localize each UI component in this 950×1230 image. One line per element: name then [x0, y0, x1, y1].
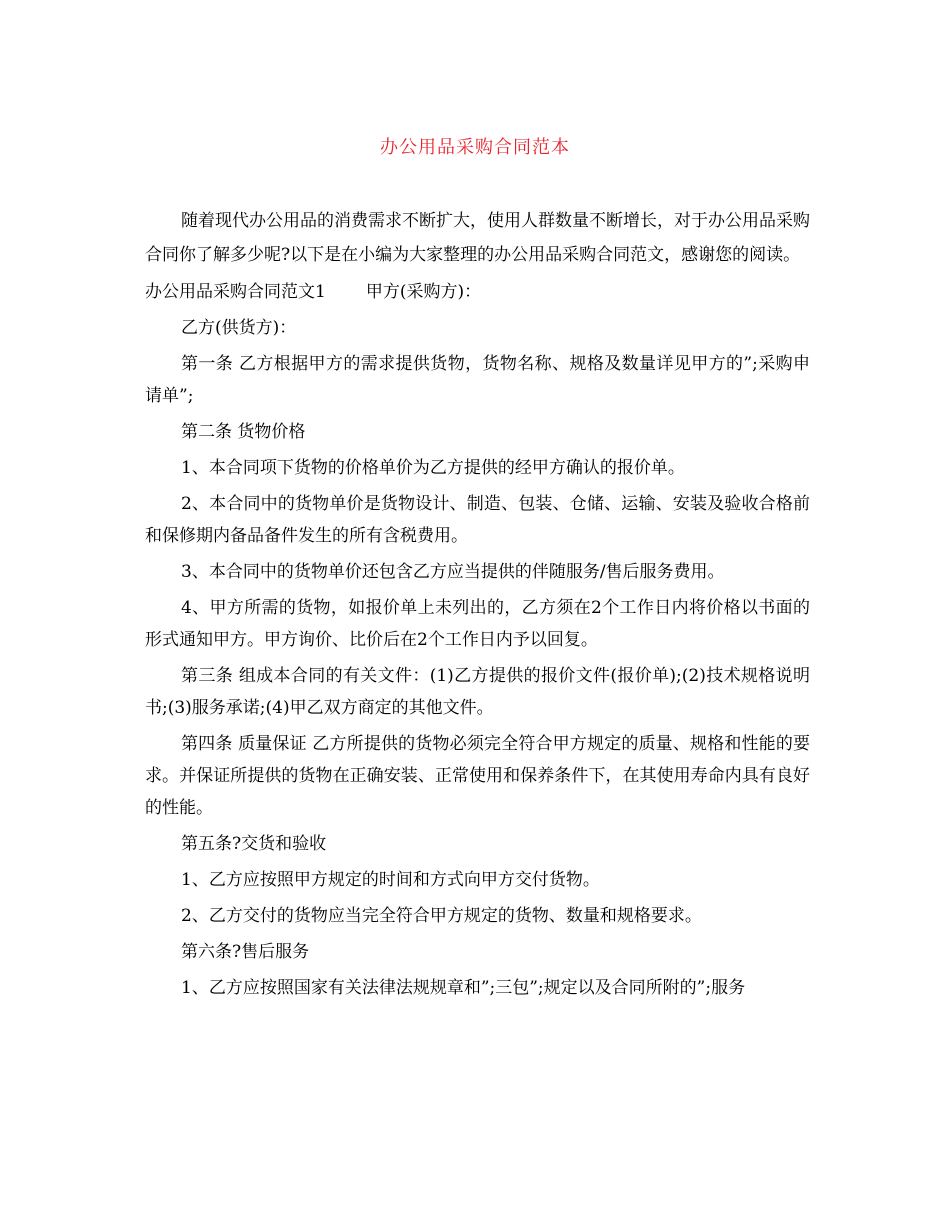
- article-2-item-2: 2、本合同中的货物单价是货物设计、制造、包装、仓储、运输、安装及验收合格前和保修期内备品备件发生的所有含税费用。: [145, 494, 810, 546]
- article-5-item-2: 2、乙方交付的货物应当完全符合甲方规定的货物、数量和规格要求。: [181, 906, 702, 926]
- sample-heading: 办公用品采购合同范文1: [145, 282, 326, 302]
- party-b-label: 乙方(供货方)：: [181, 318, 297, 338]
- article-6-heading: 第六条?售后服务: [181, 942, 310, 962]
- document-body: [145, 204, 810, 1008]
- article-1: 第一条 乙方根据甲方的需求提供货物，货物名称、规格及数量详见甲方的”;采购申请单”;: [145, 354, 810, 406]
- article-2-item-3: 3、本合同中的货物单价还包含乙方应当提供的伴随服务/售后服务费用。: [181, 562, 725, 582]
- document-title: 办公用品采购合同范本: [380, 137, 570, 158]
- article-5-item-1: 1、乙方应按照甲方规定的时间和方式向甲方交付货物。: [181, 870, 600, 890]
- article-6-item-1: 1、乙方应按照国家有关法律法规规章和”;三包”;规定以及合同所附的”;服务: [181, 978, 746, 998]
- article-5-heading: 第五条?交货和验收: [181, 834, 327, 854]
- article-2-heading: 第二条 货物价格: [181, 422, 306, 442]
- sample-heading-line: [145, 276, 810, 308]
- article-2-item-1: 1、本合同项下货物的价格单价为乙方提供的经甲方确认的报价单。: [181, 458, 685, 478]
- article-4: 第四条 质量保证 乙方所提供的货物必须完全符合甲方规定的质量、规格和性能的要求。并保证所提供的货物在正确安装、正常使用和保养条件下，在其使用寿命内具有良好的性能。: [145, 734, 810, 818]
- intro-paragraph: 随着现代办公用品的消费需求不断扩大，使用人群数量不断增长，对于办公用品采购合同你了解多少呢?以下是在小编为大家整理的办公用品采购合同范文，感谢您的阅读。: [145, 211, 810, 265]
- article-3: 第三条 组成本合同的有关文件：(1)乙方提供的报价文件(报价单);(2)技术规格说明书;(3)服务承诺;(4)甲乙双方商定的其他文件。: [145, 666, 810, 718]
- article-2-item-4: 4、甲方所需的货物，如报价单上未列出的，乙方须在2个工作日内将价格以书面的形式通知甲方。甲方询价、比价后在2个工作日内予以回复。: [145, 598, 810, 650]
- party-a-label: 甲方(采购方)：: [365, 282, 482, 302]
